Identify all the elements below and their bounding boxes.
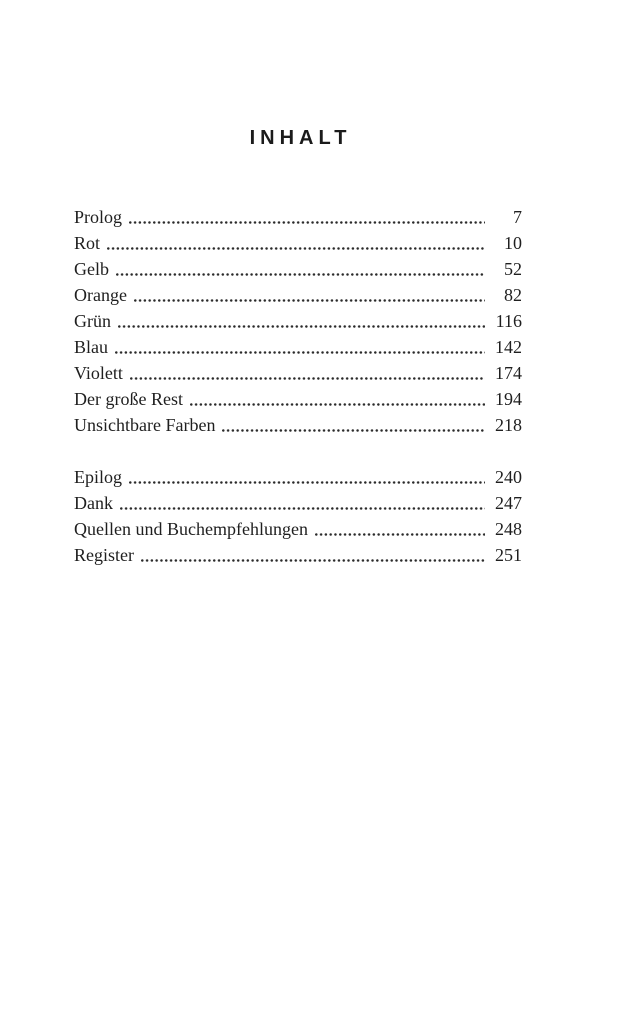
toc-entry: [74, 542, 522, 568]
dot-leader: [115, 334, 485, 360]
toc-entry-label: Blau: [74, 337, 108, 357]
dot-leader: [222, 412, 485, 438]
toc-entry-page: 116: [495, 311, 522, 331]
toc-entry-label: Gelb: [74, 259, 109, 279]
toc-entry-label: Der große Rest: [74, 389, 183, 409]
toc-entry-page: 174: [495, 363, 522, 383]
toc-entry: [74, 282, 522, 308]
toc-entry: [74, 256, 522, 282]
toc-entry: [74, 334, 522, 360]
toc-entry: [74, 230, 522, 256]
dot-leader: [129, 204, 485, 230]
toc-entry-label: Dank: [74, 493, 113, 513]
toc-entry: [74, 308, 522, 334]
toc-entry-label: Prolog: [74, 207, 123, 227]
toc-entry-label: Quellen und Buchempfehlungen: [74, 519, 308, 539]
dot-leader: [116, 256, 485, 282]
toc-list: [74, 204, 522, 568]
toc-entry-label: Grün: [74, 311, 111, 331]
toc-entry-label: Register: [74, 545, 134, 565]
toc-entry-page: 142: [495, 337, 522, 357]
toc-entry-page: 82: [504, 285, 522, 305]
toc-group: [74, 204, 522, 438]
dot-leader: [120, 490, 485, 516]
toc-entry-label: Unsichtbare Farben: [74, 415, 216, 435]
toc-entry-page: 247: [495, 493, 522, 513]
dot-leader: [107, 230, 485, 256]
toc-entry: [74, 516, 522, 542]
page-title: INHALT: [249, 127, 352, 149]
toc-entry: [74, 464, 522, 490]
dot-leader: [315, 516, 485, 542]
dot-leader: [141, 542, 485, 568]
dot-leader: [118, 308, 485, 334]
toc-entry-label: Epilog: [74, 467, 122, 487]
toc-entry-page: 248: [495, 519, 522, 539]
toc-entry-label: Orange: [74, 285, 127, 305]
dot-leader: [129, 464, 485, 490]
toc-entry-page: 251: [495, 545, 522, 565]
toc-entry-page: 218: [495, 415, 522, 435]
toc-entry: [74, 386, 522, 412]
toc-entry-page: 10: [504, 233, 522, 253]
toc-entry-page: 7: [513, 207, 522, 227]
toc-entry-page: 240: [495, 467, 522, 487]
dot-leader: [130, 360, 485, 386]
toc-entry-page: 52: [504, 259, 522, 279]
dot-leader: [190, 386, 485, 412]
toc-entry-label: Violett: [74, 363, 123, 383]
toc-entry: [74, 360, 522, 386]
dot-leader: [134, 282, 485, 308]
toc-entry-page: 194: [495, 389, 522, 409]
toc-entry: [74, 490, 522, 516]
toc-entry-label: Rot: [74, 233, 101, 253]
toc-entry: [74, 204, 522, 230]
toc-group: [74, 464, 522, 568]
toc-entry: [74, 412, 522, 438]
